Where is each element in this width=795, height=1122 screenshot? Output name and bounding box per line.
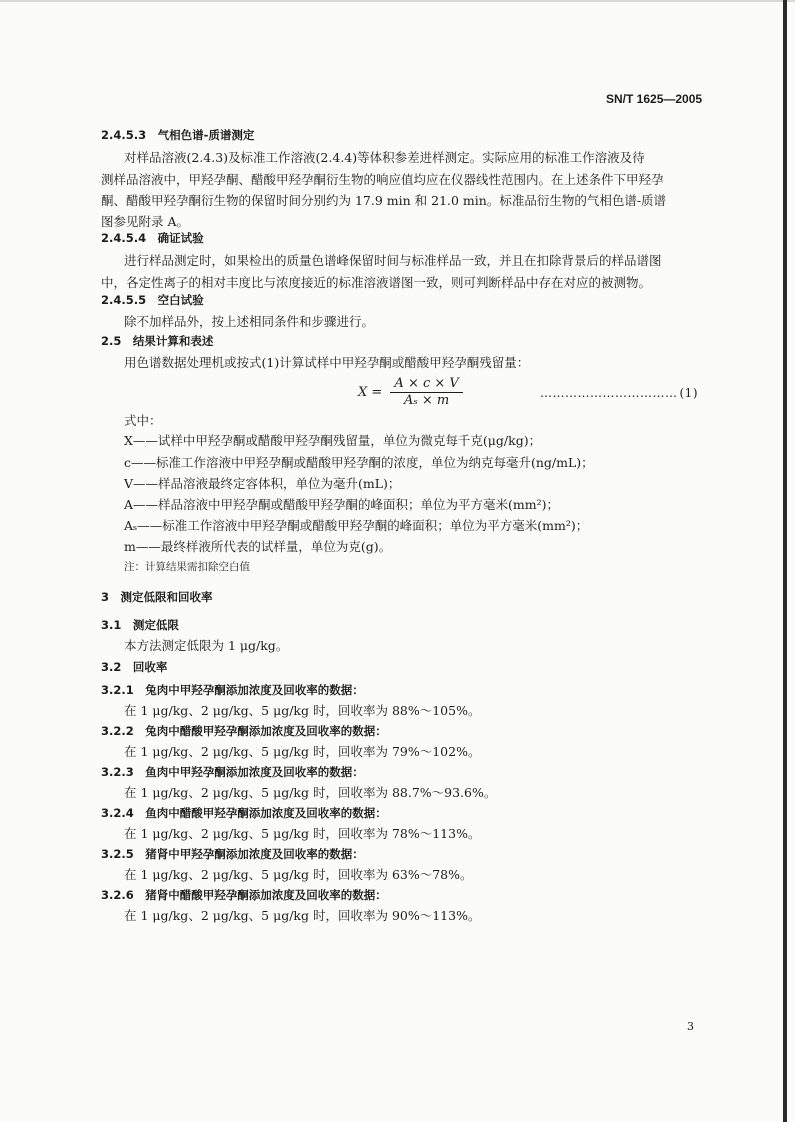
variable-definition: V——样品溶液最终定容体积，单位为毫升(mL)；	[124, 476, 401, 491]
recovery-line: 在 1 μg/kg、2 μg/kg、5 μg/kg 时，回收率为 78%～113%。	[124, 826, 481, 841]
formula-numerator: A × c × V	[390, 376, 462, 393]
paragraph-line: 酮、醋酸甲羟孕酮衍生物的保留时间分别约为 17.9 min 和 21.0 min。标准品衍生物的气相色谱-质谱	[101, 193, 667, 208]
scan-top-edge	[0, 0, 795, 2]
note: 注：计算结果需扣除空白值	[124, 561, 250, 573]
section-3-1-title: 3.1 测定低限	[101, 618, 179, 632]
paragraph-line: 图参见附录 A。	[101, 214, 190, 229]
paragraph-line: 中，各定性离子的相对丰度比与浓度接近的标准溶液谱图一致，则可判断样品中存在对应的被测物。	[101, 275, 652, 290]
document-number: SN/T 1625—2005	[606, 92, 703, 106]
formula-lhs: X =	[358, 385, 383, 400]
variable-definition: A——样品溶液中甲羟孕酮或醋酸甲羟孕酮的峰面积；单位为平方毫米(mm²)；	[124, 497, 559, 512]
paragraph-line: 进行样品测定时，如果检出的质量色谱峰保留时间与标准样品一致，并且在扣除背景后的样品谱图	[124, 253, 662, 268]
subsection-title: 3.2.3 鱼肉中甲羟孕酮添加浓度及回收率的数据：	[101, 765, 364, 779]
paragraph-line: 用色谱数据处理机或按式(1)计算试样中甲羟孕酮或醋酸甲羟孕酮残留量：	[124, 355, 530, 370]
formula-fraction	[390, 376, 462, 409]
paragraph-line: 测样品溶液中，甲羟孕酮、醋酸甲羟孕酮衍生物的响应值均应在仪器线性范围内。在上述条件下甲羟孕	[101, 172, 664, 187]
where-label: 式中：	[124, 413, 162, 428]
formula-1	[358, 376, 463, 409]
subsection-title: 3.2.4 鱼肉中醋酸甲羟孕酮添加浓度及回收率的数据：	[101, 806, 387, 820]
formula-number: (1)	[679, 386, 698, 400]
scan-right-edge	[783, 0, 787, 1122]
recovery-line: 在 1 μg/kg、2 μg/kg、5 μg/kg 时，回收率为 63%～78%。	[124, 867, 473, 882]
recovery-line: 在 1 μg/kg、2 μg/kg、5 μg/kg 时，回收率为 90%～113%。	[124, 908, 481, 923]
formula-denominator: Aₛ × m	[403, 393, 450, 408]
variable-definition: X——试样中甲羟孕酮或醋酸甲羟孕酮残留量，单位为微克每千克(μg/kg)；	[124, 433, 542, 448]
paragraph-line: 除不加样品外，按上述相同条件和步骤进行。	[124, 314, 375, 329]
section-2-5-title: 2.5 结果计算和表述	[101, 334, 214, 348]
recovery-line: 在 1 μg/kg、2 μg/kg、5 μg/kg 时，回收率为 88%～105%。	[124, 703, 481, 718]
recovery-line: 在 1 μg/kg、2 μg/kg、5 μg/kg 时，回收率为 79%～102%。	[124, 744, 481, 759]
paragraph-line: 本方法测定低限为 1 μg/kg。	[124, 638, 289, 653]
variable-definition: m——最终样液所代表的试样量，单位为克(g)。	[124, 539, 392, 554]
section-3-title: 3 测定低限和回收率	[101, 590, 213, 604]
recovery-line: 在 1 μg/kg、2 μg/kg、5 μg/kg 时，回收率为 88.7%～93.6%。	[124, 785, 497, 800]
variable-definition: Aₛ——标准工作溶液中甲羟孕酮或醋酸甲羟孕酮的峰面积；单位为平方毫米(mm²)；	[124, 518, 589, 533]
variable-definition: c——标准工作溶液中甲羟孕酮或醋酸甲羟孕酮的浓度，单位为纳克每毫升(ng/mL)；	[124, 455, 594, 470]
formula-leader-dots: …………………………… (1)	[540, 386, 698, 400]
section-2-4-5-5-title: 2.4.5.5 空白试验	[101, 293, 204, 307]
subsection-title: 3.2.5 猪肾中甲羟孕酮添加浓度及回收率的数据：	[101, 847, 364, 861]
paragraph-line: 对样品溶液(2.4.3)及标准工作溶液(2.4.4)等体积参差进样测定。实际应用的标准工作溶液及待	[124, 150, 645, 165]
subsection-title: 3.2.2 兔肉中醋酸甲羟孕酮添加浓度及回收率的数据：	[101, 724, 387, 738]
page-number: 3	[687, 1020, 694, 1033]
section-2-4-5-4-title: 2.4.5.4 确证试验	[101, 231, 204, 245]
subsection-title: 3.2.1 兔肉中甲羟孕酮添加浓度及回收率的数据：	[101, 683, 364, 697]
section-3-2-title: 3.2 回收率	[101, 660, 168, 674]
section-2-4-5-3-title: 2.4.5.3 气相色谱-质谱测定	[101, 128, 255, 142]
subsection-title: 3.2.6 猪肾中醋酸甲羟孕酮添加浓度及回收率的数据：	[101, 888, 387, 902]
